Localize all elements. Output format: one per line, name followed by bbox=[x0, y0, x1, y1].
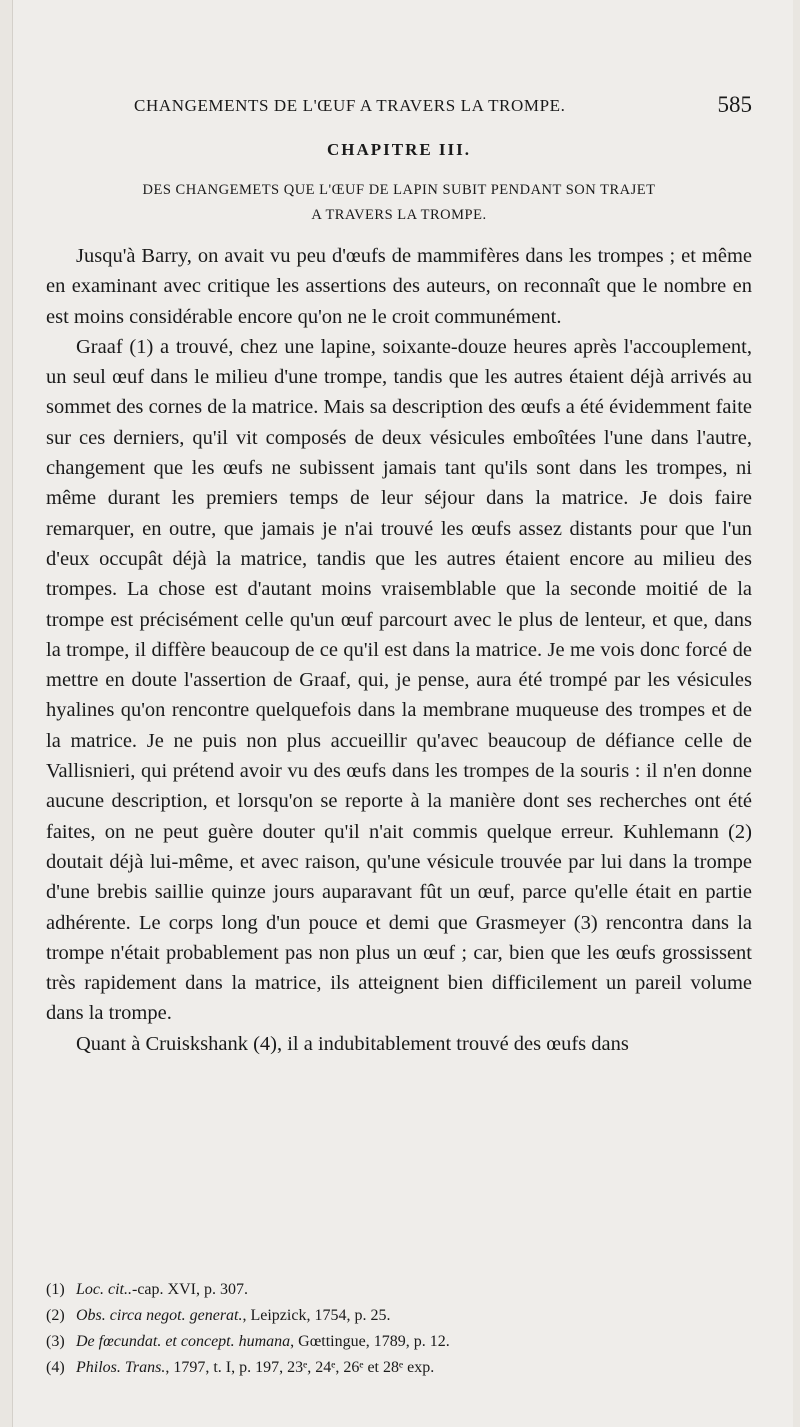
paragraph-3: Quant à Cruiskshank (4), il a indubitablement trouvé des œufs dans bbox=[76, 1032, 629, 1055]
footnote-label: (1) bbox=[46, 1281, 65, 1298]
chapter-title: CHAPITRE III. bbox=[326, 140, 472, 159]
footnotes bbox=[46, 1277, 752, 1381]
paragraph-1: Jusqu'à Barry, on avait vu peu d'œufs de mammifères dans les trompes ; et même en examinant avec critique les assertions des auteurs, on reconnaît que le nombre en est moins considérable encore qu'on ne le croit communément. bbox=[46, 245, 752, 328]
footnote-label: (4) bbox=[46, 1359, 65, 1376]
footnote-detail: , Gœttingue, 1789, p. 12. bbox=[290, 1333, 450, 1350]
page-number: 585 bbox=[717, 92, 752, 117]
footnote-4 bbox=[46, 1355, 752, 1381]
footnote-1 bbox=[46, 1277, 752, 1303]
chapter-subtitle-line-1: DES CHANGEMETS QUE L'ŒUF DE LAPIN SUBIT PENDANT SON TRAJET bbox=[142, 182, 656, 198]
paragraph-2: Graaf (1) a trouvé, chez une lapine, soixante-douze heures après l'accouplement, un seul œuf dans le milieu d'une trompe, tandis que les autres étaient déjà arrivés au sommet des cornes de la matrice. Mais sa description des œufs a été évidemment faite sur ces derniers, qu'il vit composés de deux vésicules emboîtées l'une dans l'autre, changement que les œufs ne subissent jamais tant qu'ils sont dans les trompes, ni même durant les premiers temps de leur séjour dans la matrice. Je dois faire remarquer, en outre, que jamais je n'ai trouvé les œufs assez distants pour que l'un d'eux occupât déjà la matrice, tandis que les autres étaient encore au milieu des trompes. La chose est d'autant moins vraisemblable que la seconde moitié de la trompe est précisément celle qu'un œuf parcourt avec le plus de lenteur, et que, dans la trompe, il diffère beaucoup de ce qu'il est dans la matrice. Je me vois donc forcé de mettre en doute l'assertion de Graaf, qui, je pense, aura été trompé par les vésicules hyalines qu'on rencontre quelquefois dans la membrane muqueuse des trompes et de la matrice. Je ne puis non plus accueillir qu'avec beaucoup de défiance celle de Vallisnieri, qui prétend avoir vu des œufs dans les trompes de la souris : il n'en donne aucune description, et lorsqu'on se reporte à la manière dont ses recherches ont été faites, on ne peut guère douter qu'il n'ait commis quelque erreur. Kuhlemann (2) doutait déjà lui-même, et avec raison, qu'une vésicule trouvée par lui dans la trompe d'une brebis saillie quinze jours auparavant fût un œuf, parce qu'elle était en partie adhérente. Le corps long d'un pouce et demi que Grasmeyer (3) rencontra dans la trompe n'était probablement pas non plus un œuf ; car, bien que les œufs grossissent très rapidement dans la matrice, ils atteignent bien difficilement un pareil volume dans la trompe. bbox=[46, 335, 752, 1025]
footnote-3 bbox=[46, 1329, 752, 1355]
footnote-source: De fœcundat. et concept. humana bbox=[76, 1333, 291, 1350]
footnote-detail: , 1797, t. I, p. 197, 23ᵉ, 24ᵉ, 26ᵉ et 28ᵉ exp. bbox=[165, 1359, 435, 1376]
body-text bbox=[46, 241, 752, 1059]
footnote-detail: , Leipzick, 1754, p. 25. bbox=[242, 1307, 391, 1324]
footnote-detail: -cap. XVI, p. 307. bbox=[132, 1281, 248, 1298]
footnote-source: Obs. circa negot. generat. bbox=[76, 1307, 243, 1324]
chapter-subtitle bbox=[46, 178, 752, 228]
running-head-title: CHANGEMENTS DE L'ŒUF A TRAVERS LA TROMPE. bbox=[134, 96, 566, 115]
footnote-2 bbox=[46, 1303, 752, 1329]
footnote-label: (2) bbox=[46, 1307, 65, 1324]
footnote-source: Philos. Trans. bbox=[76, 1359, 166, 1376]
running-head bbox=[46, 92, 752, 126]
chapter-subtitle-line-2: A TRAVERS LA TROMPE. bbox=[311, 207, 487, 223]
footnote-label: (3) bbox=[46, 1333, 65, 1350]
footnote-source: Loc. cit.. bbox=[76, 1281, 132, 1298]
